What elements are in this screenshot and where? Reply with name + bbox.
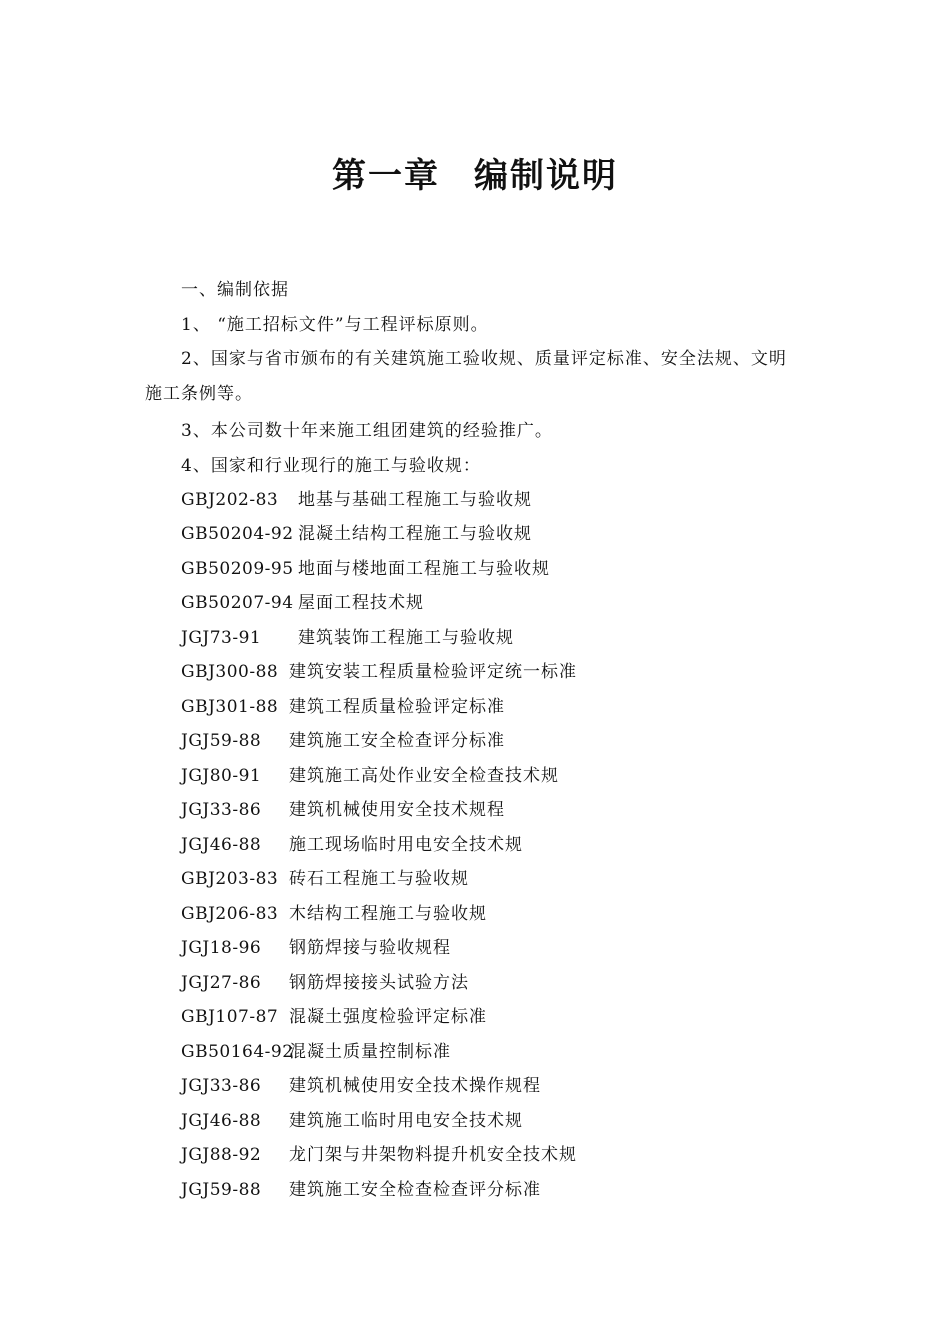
- standard-name: 屋面工程技术规: [298, 593, 424, 613]
- standard-row: [181, 522, 532, 546]
- basis-item-3: 3、本公司数十年来施工组团建筑的经验推广。: [181, 421, 553, 441]
- basis-item-4: 4、国家和行业现行的施工与验收规：: [181, 456, 481, 476]
- standard-code: GBJ300-88: [181, 662, 279, 682]
- standard-row: [181, 1109, 523, 1133]
- standard-code: JGJ27-86: [181, 973, 262, 993]
- standard-name: 建筑装饰工程施工与验收规: [298, 628, 514, 648]
- standard-name: 混凝土强度检验评定标准: [289, 1007, 487, 1027]
- standard-code: JGJ33-86: [181, 800, 262, 820]
- standard-code: GBJ301-88: [181, 697, 279, 717]
- standard-name: 地基与基础工程施工与验收规: [298, 490, 532, 510]
- standard-row: [181, 626, 514, 650]
- standard-row: [181, 764, 559, 788]
- standard-code: GBJ203-83: [181, 869, 279, 889]
- standard-name: 建筑施工临时用电安全技术规: [289, 1111, 523, 1131]
- chapter-number: 第一章: [332, 156, 440, 196]
- standard-name: 施工现场临时用电安全技术规: [289, 835, 523, 855]
- standard-row: [181, 660, 577, 684]
- standard-name: 建筑机械使用安全技术规程: [289, 800, 505, 820]
- standard-code: GBJ107-87: [181, 1007, 279, 1027]
- standard-name: 建筑施工高处作业安全检查技术规: [289, 766, 559, 786]
- standard-name: 地面与楼地面工程施工与验收规: [298, 559, 550, 579]
- standard-code: JGJ59-88: [181, 1180, 262, 1200]
- standard-code: GBJ206-83: [181, 904, 279, 924]
- standard-name: 建筑施工安全检查评分标准: [289, 731, 505, 751]
- basis-item-1: 1、 “施工招标文件”与工程评标原则。: [181, 315, 489, 335]
- standard-code: GB50209-95: [181, 559, 294, 579]
- standard-row: [181, 1143, 577, 1167]
- standard-code: GB50164-92: [181, 1042, 294, 1062]
- standard-row: [181, 557, 550, 581]
- standard-code: JGJ46-88: [181, 835, 262, 855]
- standard-code: GB50204-92: [181, 524, 294, 544]
- standard-row: [181, 488, 532, 512]
- standard-row: [181, 902, 487, 926]
- section-heading: 一、编制依据: [181, 280, 289, 300]
- standard-row: [181, 798, 505, 822]
- standard-code: JGJ88-92: [181, 1145, 262, 1165]
- chapter-title: [0, 152, 950, 200]
- standard-row: [181, 867, 469, 891]
- standard-code: GB50207-94: [181, 593, 294, 613]
- standard-row: [181, 1178, 541, 1202]
- standard-code: JGJ18-96: [181, 938, 262, 958]
- standard-name: 龙门架与井架物料提升机安全技术规: [289, 1145, 577, 1165]
- standard-name: 混凝土结构工程施工与验收规: [298, 524, 532, 544]
- standard-row: [181, 1040, 451, 1064]
- standard-name: 建筑安装工程质量检验评定统一标准: [289, 662, 577, 682]
- standard-code: JGJ33-86: [181, 1076, 262, 1096]
- standard-name: 砖石工程施工与验收规: [289, 869, 469, 889]
- standard-row: [181, 833, 523, 857]
- chapter-name: 编制说明: [474, 156, 618, 196]
- standard-row: [181, 695, 505, 719]
- basis-item-2-line-2: 施工条例等。: [145, 384, 253, 404]
- standard-name: 混凝土质量控制标准: [289, 1042, 451, 1062]
- standard-row: [181, 591, 424, 615]
- standard-name: 建筑施工安全检查检查评分标准: [289, 1180, 541, 1200]
- standard-row: [181, 1005, 487, 1029]
- standard-name: 钢筋焊接接头试验方法: [289, 973, 469, 993]
- standard-code: JGJ80-91: [181, 766, 262, 786]
- standard-name: 木结构工程施工与验收规: [289, 904, 487, 924]
- standard-name: 钢筋焊接与验收规程: [289, 938, 451, 958]
- standard-row: [181, 729, 505, 753]
- standard-row: [181, 971, 469, 995]
- standard-name: 建筑工程质量检验评定标准: [289, 697, 505, 717]
- standard-code: JGJ73-91: [181, 628, 262, 648]
- standard-row: [181, 936, 451, 960]
- standard-row: [181, 1074, 541, 1098]
- basis-item-2-line-1: 2、国家与省市颁布的有关建筑施工验收规、质量评定标准、安全法规、文明: [181, 349, 787, 369]
- standard-code: GBJ202-83: [181, 490, 279, 510]
- standard-name: 建筑机械使用安全技术操作规程: [289, 1076, 541, 1096]
- standard-code: JGJ59-88: [181, 731, 262, 751]
- standard-code: JGJ46-88: [181, 1111, 262, 1131]
